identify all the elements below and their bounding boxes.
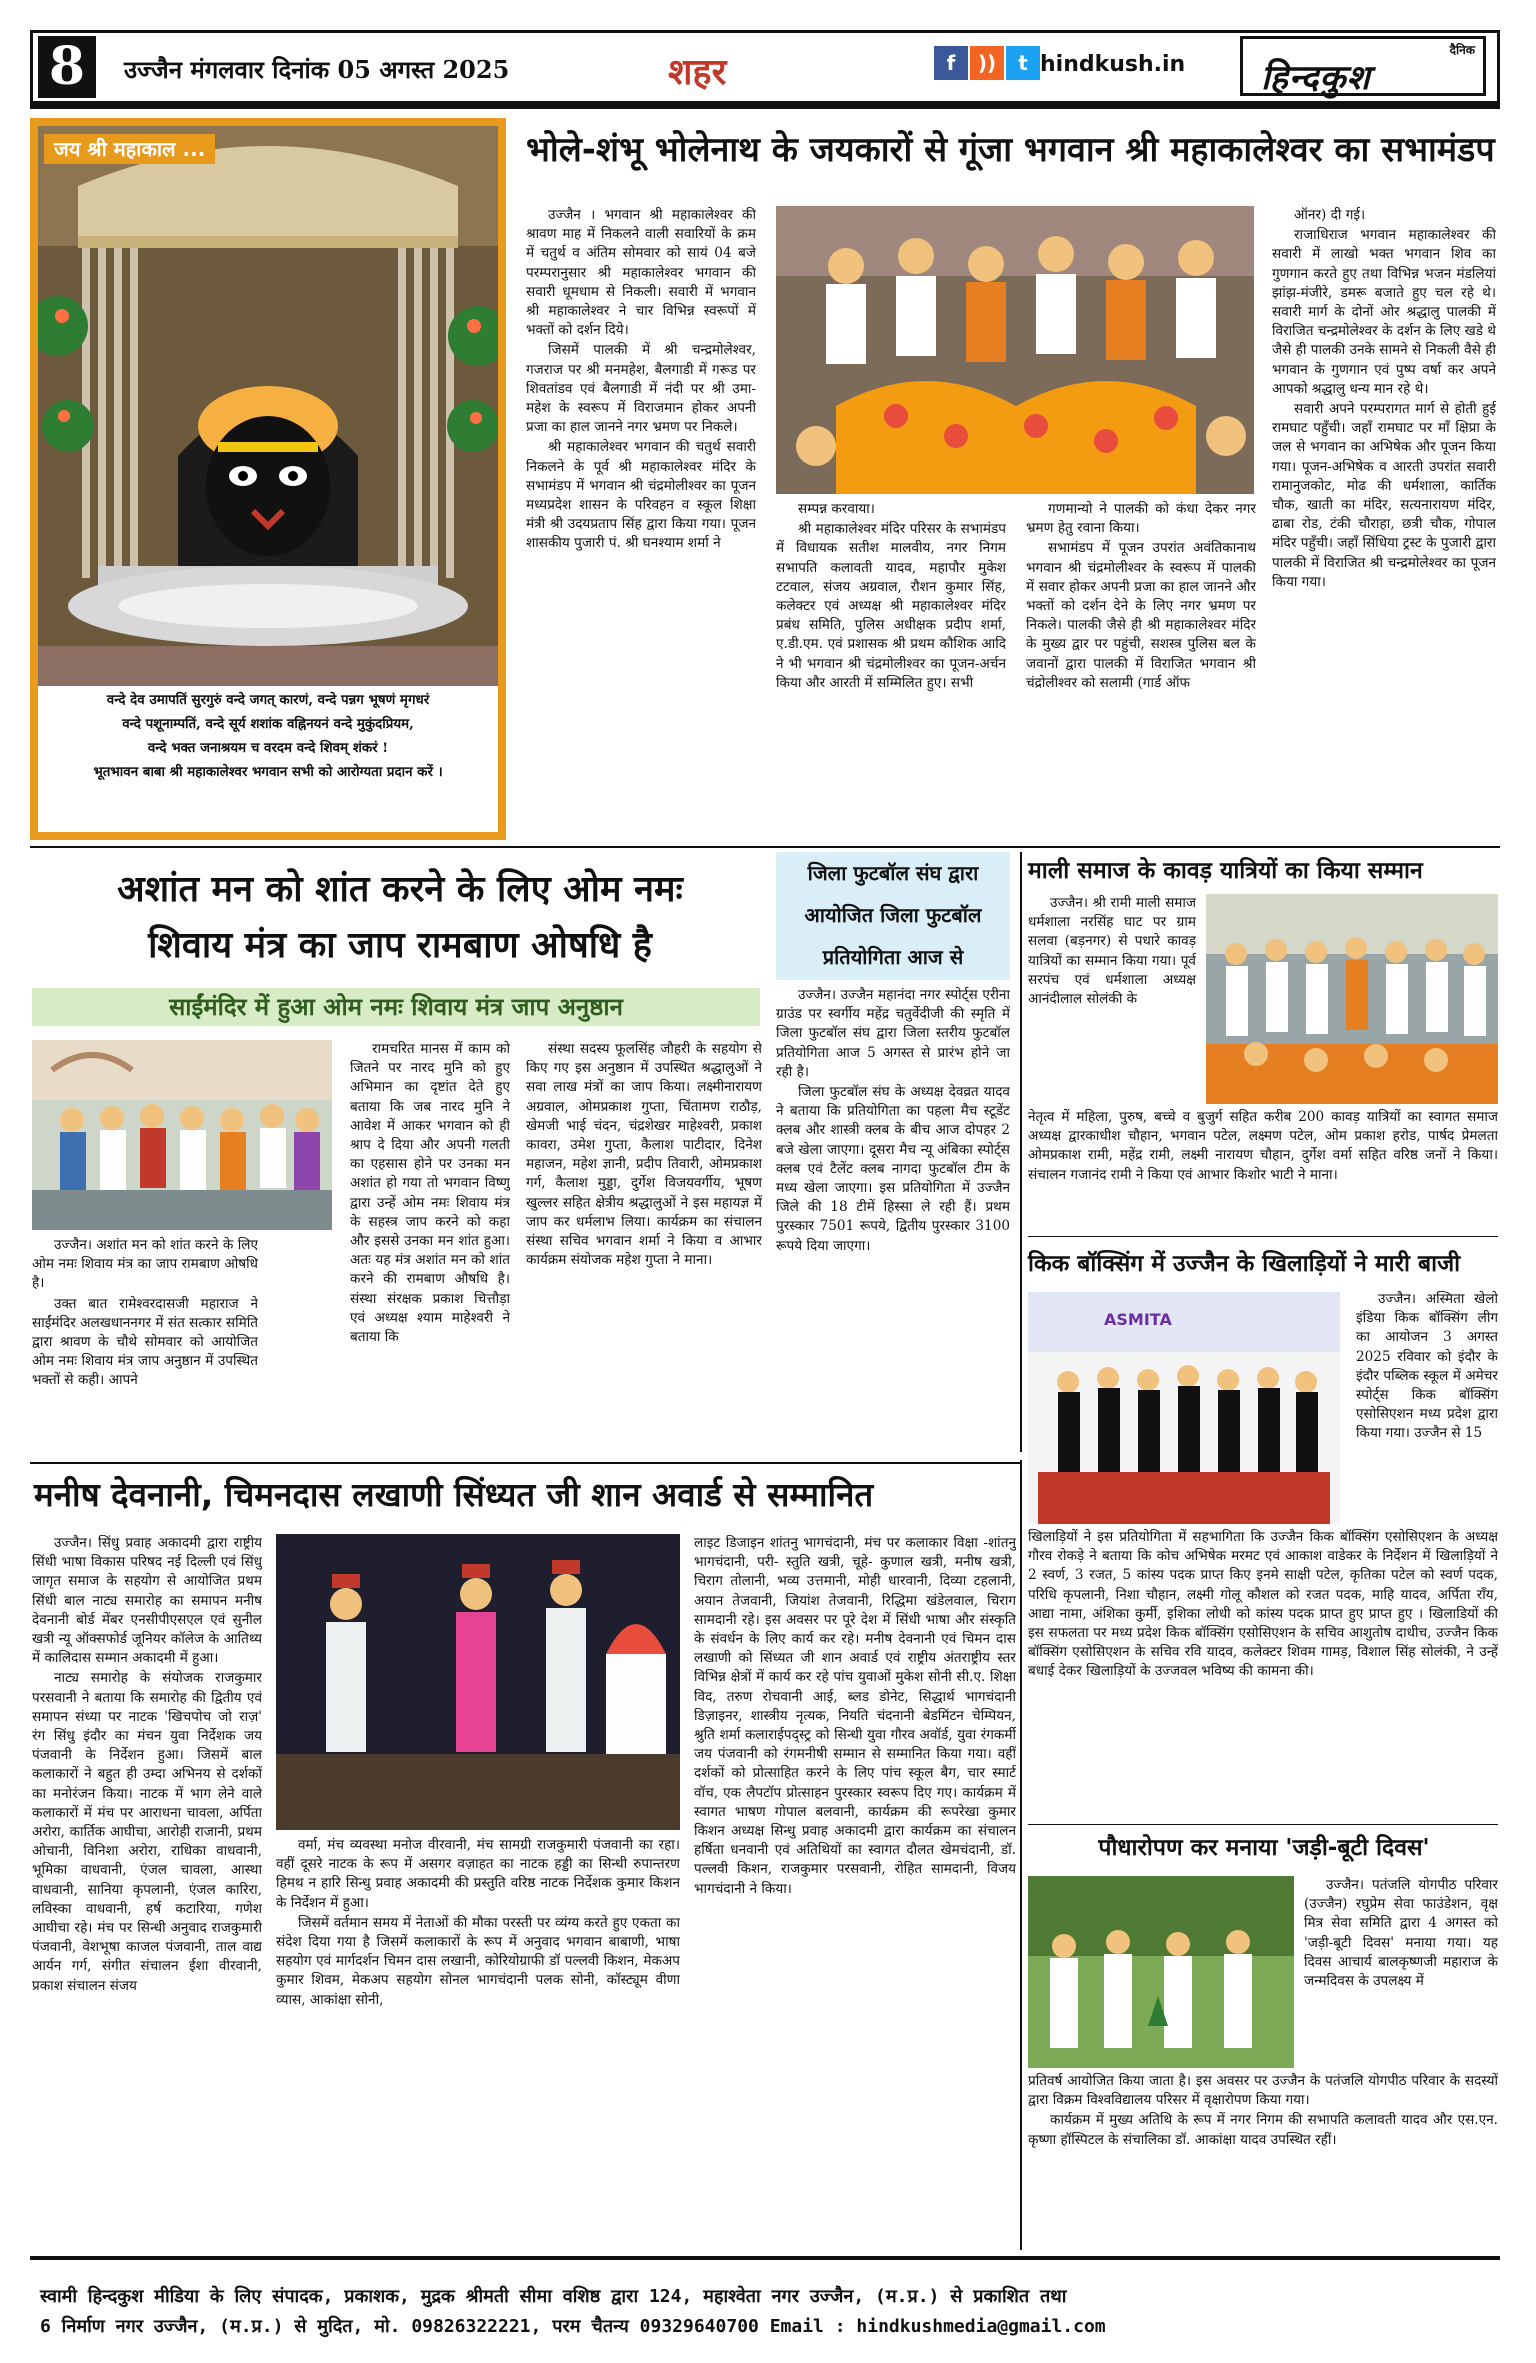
paragraph: लाइट डिजाइन शांतनु भागचंदानी, मंच पर कलाकार विक्षा -शांतनु भागचंदानी, परी- स्तुति खत्री, चूहे- कुणाल खत्री, मनीष खत्री, चिराग तोलानी, भव्य उत्तमानी, मोही धारवानी, दिव्या टहलानी, अयान तेजवानी, जियांश तेजवानी, रिद्धिमा खंडेलवाल, चिराग सामदानी रहे। इस अवसर पर पूरे देश में सिंधी भाषा और संस्कृति के संवर्धन के लिए कार्य कर रहे। मनीष देवनानी एवं चिमन दास लखाणी को सिंध्यत जी शान अवार्ड एवं राष्ट्रीय अंतराष्ट्रीय स्तर विभिन्न क्षेत्रों में कार्य कर रहे पांच युवाओं मुकेश सोनी सी.ए. शिक्षा विद, तरुण रोचवानी आई, ब्लड डोनेट, सिद्धार्थ भागचंदानी डिज़ाइनर, शास्त्रीय नृत्यक, नियति चंदनानी बेडमिंटन चेम्पियन, श्रुति शर्मा कलाराईपद्स्ट्र को सिन्धी युवा गौरव अवॉर्ड, युवा रंगकर्मी जय पंजवानी को रंगमनीषी सम्मान से सम्मानित किया गया। वहीं दर्शकों को प्रोत्साहित करने के लिए पांच स्कूल बैग, चार स्मार्ट वॉच, एक लैपटॉप प्रोत्साहन पुरस्कार स्वरूप दिए गए। कार्यक्रम में स्वागत भाषण गोपाल बलवानी, कार्यक्रम की रूपरेखा कुमार किशन अध्यक्ष सिन्धु प्रवाह अकादमी द्वारा कार्यक्रम का संचालन हर्षिता धनवानी एवं अतिथियों का स्वागत दौलत खेमचंदानी, डॉ. पल्लवी किशन, राजकुमार परसवानी, रोहित सामदानी, विजय भागचंदानी ने किया। (694, 1535, 1016, 1897)
column-divider (1020, 852, 1022, 1452)
mali-article-narrow (1028, 894, 1196, 1106)
paragraph: उज्जैन। श्री रामी माली समाज धर्मशाला नरसिंह घाट पर ग्राम सलवा (बड़नगर) से पधारे कावड़ यात्रियों का सम्मान किया गया। पूर्व सरपंच एवं धर्मशाला अध्यक्ष आनंदीलाल सोलंकी के (1028, 895, 1196, 1008)
mali-article-wide (1028, 1108, 1498, 1232)
paragraph: जिला फुटबॉल संघ के अध्यक्ष देवव्रत यादव ने बताया कि प्रतियोगिता का पहला मैच स्टूडेंट क्लब और शास्त्री क्लब के बीच आज दोपहर 2 बजे खेला जाएगा। दूसरा मैच न्यू अंबिका स्पोर्ट्स क्लब एवं टैलेंट क्लब नागदा फुटबॉल टीम के मध्य खेला जाएगा। इस प्रतियोगिता में उज्जैन जिले की 18 टीमें हिस्सा ले रही हैं। प्रथम पुरस्कार 7501 रूपये, द्वितीय पुरस्कार 3100 रूपये दिया जाएगा। (776, 1084, 1010, 1254)
column-divider (1020, 1460, 1022, 2250)
twitter-icon[interactable]: t (1006, 46, 1040, 80)
kick-article-narrow (1356, 1290, 1498, 1526)
sawari-photo (776, 206, 1254, 494)
main-headline: भोले-शंभू भोलेनाथ के जयकारों से गूंजा भगवान श्री महाकालेश्वर का सभामंडप (526, 130, 1495, 170)
mahakal-photo (38, 126, 498, 686)
dateline: उज्जैन मंगलवार दिनांक 05 अगस्त 2025 (124, 55, 510, 84)
section-divider (1028, 1824, 1498, 1825)
paragraph: नेतृत्व में महिला, पुरुष, बच्चे व बुजुर्ग सहित करीब 200 कावड़ यात्रियों का स्वागत समाज अध्यक्ष द्वारकाधीश चौहान, भगवान पटेल, लक्ष्मण पटेल, ओम प्रकाश हरोड, पार्षद प्रेमलता ओमप्रकाश रामी, महेंद्र रामी, लक्ष्मी नारायण चौहान, दुर्गेश वर्मा सहित वरिष्ठ जनों ने किया। संचालन गजानंद रामी ने किया एवं आभार किशोर भाटी ने माना। (1028, 1109, 1498, 1183)
paragraph: सभामंडप में पूजन उपरांत अवंतिकानाथ भगवान श्री चंद्रमोलीश्वर के स्वरूप में पालकी में सवार होकर अपनी प्रजा का हाल जानने और भक्तों को दर्शन देने के लिए नगर भ्रमण पर निकले। पालकी जैसे ही श्री महाकालेश्वर मंदिर के मुख्य द्वार पर पहुंची, सशस्त्र पुलिस बल के जवानों द्वारा पालकी में विराजित भगवान श्री चंद्रोलीश्वर को सलामी (गार्ड ऑफ (1026, 540, 1256, 691)
mali-headline: माली समाज के कावड़ यात्रियों का किया सम्मान (1028, 858, 1423, 884)
paragraph: खिलाड़ियों ने इस प्रतियोगिता में सहभागिता कि उज्जैन किक बॉक्सिंग एसोसिएशन के अध्यक्ष गौरव रोकड़े ने बताया कि कोच अभिषेक मरमट एवं आकाश वाडेकर के निर्देशन में खिलाड़ियों ने 2 स्वर्ण, 3 रजत, 5 कांस्य पदक प्राप्त किए इनमे साक्षी पटेल, कृतिका पटेल को स्वर्ण पदक, परिधि कृपलानी, निशा चौहान, लक्ष्मी गोलू कौशल को रजत पदक, माहि यादव, अर्पिता राँय, आद्या नामा, अंशिका कुर्मी, इशिका लोधी को कांस्य पदक प्राप्त हुए प्राप्त हुए । खिलाडियों की इस सफलता पर मध्य प्रदेश किक बॉक्सिंग एसोसिएशन के सचिव आशुतोष दाधीच, उज्जैन किक बॉक्सिंग एसोसिएशन के सचिव रवि यादव, कलेक्टर शिवम गामड़, विशाल सिंह सोलंकी, ने उन्हें बधाई देकर खिलाड़ियों के उज्जवल भविष्य की कामना की। (1028, 1529, 1498, 1680)
paragraph: उज्जैन। अस्मिता खेलो इंडिया किक बॉक्सिंग लीग का आयोजन 3 अगस्त 2025 रविवार को इंदौर के इंदौर पब्लिक स्कूल में अमेचर स्पोर्ट्स किक बॉक्सिंग एसोसिएशन मध्य प्रदेश द्वारा किया गया। उज्जैन से 15 (1356, 1291, 1498, 1442)
paragraph: संस्था सदस्य फूलसिंह जौहरी के सहयोग से किए गए इस अनुष्ठान में उपस्थित श्रद्धालुओं ने सवा लाख मंत्रों का जाप किया। लक्ष्मीनारायण अग्रवाल, ओमप्रकाश गुप्ता, चिंतामण राठौड़, खेमजी भाई चंदन, चंद्रशेखर माहेश्वरी, प्रकाश कावरा, उमेश गुप्ता, कैलाश पाटीदार, दिनेश महाजन, महेश ज्ञानी, प्रदीप तिवारी, ओमप्रकाश गर्ग, कैलाश मुड्डा, दुर्गेश विजयवर्गीय, भूषण खुल्लर सहित क्षेत्रीय श्रद्धालुओं ने इस महायज्ञ में जाप कर धर्मलाभ लिया। कार्यक्रम का संचालन संस्था सचिव भगवान शर्मा ने किया व आभार कार्यक्रम संयोजक महेश गुप्ता ने माना। (526, 1041, 762, 1269)
main-article-col3 (1026, 500, 1256, 832)
footer-line: 6 निर्माण नगर उज्जैन, (म.प्र.) से मुदित, मो. 09826322221, परम चैतन्य 09329640700 Email : hindkushmedia@gmail.com (40, 2316, 1106, 2337)
sindhi-article-col2 (276, 1836, 680, 2242)
paragraph: श्री महाकालेश्वर भगवान की चतुर्थ सवारी निकलने के पूर्व श्री महाकालेश्वर मंदिर के सभामंडप में भगवान श्री चंद्रमोलीश्वर का पूजन मध्यप्रदेश शासन के परिवहन व स्कूल शिक्षा मंत्री श्री उदयप्रताप सिंह द्वारा किया गया। पूजन शासकीय पुजारी पं. श्री घनश्याम शर्मा ने (526, 439, 756, 552)
section-divider (1028, 1236, 1498, 1237)
main-article-col4 (1272, 206, 1496, 832)
brand-name: हिन्दकुश (1261, 58, 1371, 98)
plant-article-narrow (1304, 1876, 1498, 2068)
plant-headline: पौधारोपण कर मनाया 'जड़ी-बूटी दिवस' (1098, 1835, 1430, 1861)
mali-photo (1206, 894, 1498, 1104)
paragraph: नाट्य समारोह के संयोजक राजकुमार परसवानी ने बताया कि समारोह की द्वितीय एवं समापन संध्या पर नाटक 'खिचपोच जो राज़' रंग सिंधु इंदौर का मंचन युवा निर्देशक जय पंजवानी के निर्देशन हुआ। जिसमें बाल कलाकारों ने बहुत ही उम्दा अभिनय से दर्शकों का मनोरंजन किया। नाटक में भाग लेने वाले कलाकारों में मंच पर आराधना चावला, अर्पिता अरोरा, कार्तिक आघीचा, आरोही राजानी, प्रथम ओचानी, विनिशा अरोरा, राधिका वाधवानी, भूमिका वाधवानी, एंजल चावला, आस्था वाधवानी, सानिया कृपलानी, एंजल कारिरा, लविस्का वाधवानी, हर्ष कटारिया, गणेश आघीचा रहे। मंच पर सिन्धी अनुवाद राजकुमारी पंजवानी, वेशभूषा काजल पंजवानी, ताल वाद्य आर्यन गर्ग, संगीत संचालन ईशा वीरवानी, प्रकाश संचालन संजय (32, 1670, 262, 1994)
paragraph: सम्पन्न करवाया। (798, 501, 875, 517)
om-headline-2: शिवाय मंत्र का जाप रामबाण ओषधि है (148, 925, 652, 966)
om-headline-1: अशांत मन को शांत करने के लिए ओम नमः (117, 869, 683, 910)
mahakal-badge: जय श्री महाकाल ... (44, 134, 215, 164)
section-divider (30, 846, 1500, 848)
footer-rule (30, 2256, 1500, 2260)
plant-photo (1028, 1876, 1294, 2068)
section-divider (30, 1462, 1020, 1464)
plant-article-wide (1028, 2072, 1498, 2242)
om-photo (32, 1040, 332, 1230)
rss-icon[interactable]: )) (970, 46, 1004, 80)
football-article (776, 986, 1010, 1452)
paragraph: उज्जैन । भगवान श्री महाकालेश्वर की श्रावण माह में निकलने वाली सवारियों के क्रम में चतुर्थ व अंतिम सोमवार को सायं 04 बजे परम्परानुसार श्री महाकालेश्वर भगवान की सवारी धूमधाम से निकली। सवारी में भगवान श्री महाकालेश्वर ने चार विभिन्न स्वरूपों में भक्तों को दर्शन दिये। (526, 207, 756, 339)
footer-line: स्वामी हिन्दकुश मीडिया के लिए संपादक, प्रकाशक, मुद्रक श्रीमती सीमा वशिष्ठ द्वारा 124, महाश्वेता नगर उज्जैन, (म.प्र.) से प्रकाशित तथा (40, 2286, 1067, 2307)
section-title: शहर (668, 52, 727, 93)
paragraph: उज्जैन। सिंधु प्रवाह अकादमी द्वारा राष्ट्रीय सिंधी भाषा विकास परिषद नई दिल्ली एवं सिंधु जागृत समाज के सहयोग से आयोजित प्रथम सिंधी बाल नाट्य समारोह का समापन मनीष देवनानी बोर्ड मेंबर एनसीपीएसएल एवं सुनील खत्री न्यू ऑक्सफोर्ड जूनियर कॉलेज के आतिथ्य में कालिदास सम्मान अकादमी में हुआ। (32, 1535, 262, 1667)
paragraph: गणमान्यो ने पालकी को कंधा देकर नगर भ्रमण हेतु रवाना किया। (1026, 501, 1256, 537)
caption-line: वन्दे देव उमापतिं सुरगुरुं वन्दे जगत् कारणं, वन्दे पन्नग भूषणं मृगधरं (106, 692, 430, 708)
website-link[interactable]: hindkush.in (1040, 52, 1186, 77)
facebook-icon[interactable]: f (934, 46, 968, 80)
football-headline-2: आयोजित जिला फुटबॉल (804, 903, 982, 927)
paragraph: उज्जैन। पतंजलि योगपीठ परिवार (उज्जैन) रघुप्रेम सेवा फाउंडेशन, वृक्ष मित्र सेवा समिति द्वारा 4 अगस्त को 'जड़ी-बूटी दिवस' मनाया गया। यह दिवस आचार्य बालकृष्णजी महाराज के जन्मदिवस के उपलक्ष्य में (1304, 1877, 1498, 1990)
om-subhead: साईंमंदिर में हुआ ओम नमः शिवाय मंत्र जाप अनुष्ठान (32, 988, 760, 1026)
page-number: 8 (38, 36, 96, 98)
kick-article-wide (1028, 1528, 1498, 1820)
kick-photo-banner: ASMITA (1104, 1310, 1172, 1329)
paragraph: जिसमें पालकी में श्री चन्द्रमोलेश्वर, गजराज पर श्री मनमहेश, बैलगाडी में गरूड पर शिवतांडव एवं बैलगाडी में नंदी पर श्री उमा-महेश के स्वरूप में विराजमान होकर अपनी प्रजा का हाल जानने नगर भ्रमण पर निकले। (526, 342, 756, 436)
brand-logo (1240, 36, 1486, 96)
caption-line: वन्दे भक्त जनाश्रयम च वरदम वन्दे शिवम् शंकरं ! (147, 740, 389, 756)
paragraph: रामचरित मानस में काम को जितने पर नारद मुनि को हुए अभिमान का दृष्टांत देते हुए बताया कि जब नारद मुनि ने आवेश में आकर भगवान को ही श्राप दे दिया और अपनी गलती का एहसास होने पर उनका मन अशांत हो गया तो भगवान विष्णु द्वारा उन्हें ओम नमः शिवाय मंत्र के सहस्त्र जाप करने को कहा और इससे उनका मन शांत हुआ। अतः यह मंत्र अशांत मन को शांत करने की रामबाण औषधि है। संस्था संरक्षक प्रकाश चित्तौड़ा एवं अध्यक्ष श्याम माहेश्वरी ने बताया कि (350, 1041, 510, 1346)
main-article-col2 (776, 500, 1006, 832)
brand-small: दैनिक (1449, 43, 1475, 57)
football-headline-1: जिला फुटबॉल संघ द्वारा (807, 861, 979, 885)
om-article-col3 (526, 1040, 762, 1450)
sindhi-article-col3 (694, 1534, 1016, 2242)
caption-line: भूतभावन बाबा श्री महाकालेश्वर भगवान सभी को आरोग्यता प्रदान करें । (93, 764, 443, 780)
paragraph: राजाधिराज भगवान महाकालेश्वर की सवारी में लाखो भक्त भगवान शिव का गुणगान करते हुए तथा विभिन्न भजन मंडलियां झांझ-मंजीरे, डमरू बजाते हुए चल रहे थे। सवारी मार्ग के दोनों ओर श्रद्धालु पालकी में विराजित चन्द्रमोलेश्वर के दर्शन के लिए खडे थे जैसे ही पालकी उनके सामने से निकली वैसे ही भगवान के गुणगान एवं पुष्प वर्षा कर अपने आपको श्रद्धालु धन्य मान रहे थे। (1272, 227, 1496, 397)
paragraph: श्री महाकालेश्वर मंदिर परिसर के सभामंडप में विधायक सतीश मालवीय, नगर निगम सभापति कलावती यादव, महापौर मुकेश टटवाल, संजय अग्रवाल, रौशन कुमार सिंह, कलेक्टर एवं अध्यक्ष श्री महाकालेश्वर मंदिर प्रबंध समिति, पुलिस अधीक्षक प्रदीप शर्मा, ए.डी.एम. एवं प्रशासक श्री प्रथम कौशिक आदि ने भी भगवान श्री चंद्रमोलीश्वर का पूजन-अर्चन किया और आरती में सम्मिलित हुए। सभी (776, 521, 1006, 691)
paragraph: उज्जैन। अशांत मन को शांत करने के लिए ओम नमः शिवाय मंत्र का जाप रामबाण ओषधि है। (32, 1237, 258, 1292)
paragraph: उक्त बात रामेश्वरदासजी महाराज ने साईंमंदिर अलखधाननगर में संत सत्कार समिति द्वारा श्रावण के चौथे सोमवार को आयोजित ओम नमः शिवाय मंत्र जाप अनुष्ठान में उपस्थित भक्तों से कही। आपने (32, 1295, 258, 1389)
sindhi-article-col1 (32, 1534, 262, 2242)
mahakal-caption (38, 688, 498, 832)
sindhi-headline: मनीष देवनानी, चिमनदास लखाणी सिंध्यत जी शान अवार्ड से सम्मानित (34, 1475, 874, 1514)
masthead-rule (30, 104, 1500, 109)
paragraph: प्रतिवर्ष आयोजित किया जाता है। इस अवसर पर उज्जैन के पतंजलि योगपीठ परिवार के सदस्यों द्वारा विक्रम विश्वविद्यालय परिसर में वृक्षारोपण किया गया। (1028, 2073, 1498, 2109)
footer-imprint (40, 2282, 1500, 2342)
paragraph: उज्जैन। उज्जैन महानंदा नगर स्पोर्ट्स एरीना ग्राउंड पर स्वर्गीय महेंद्र चतुर्वेदीजी की स्मृति में जिला फुटबॉल संघ द्वारा जिला स्तरीय फुटबॉल प्रतियोगिता आज 5 अगस्त से प्रारंभ होने जा रही है। (776, 987, 1010, 1080)
paragraph: सवारी अपने परम्परागत मार्ग से होती हुई रामघाट पहुँची। जहाँ रामघाट पर माँ क्षिप्रा के जल से भगवान का अभिषेक और पूजन किया गया। पूजन-अभिषेक व आरती उपरांत सवारी रामानुजकोट, मोढ की धर्मशाला, कार्तिक चौक, खाती का मंदिर, सत्यनारायण मंदिर, ढाबा रोड, टंकी चौराहा, छत्री चौक, गोपाल मंदिर पहुँची। जहाँ सिंधिया ट्रस्ट के पुजारी द्वारा पालकी में विराजित श्री चन्द्रमोलेश्वर का पूजन किया गया। (1272, 401, 1496, 590)
paragraph: कार्यक्रम में मुख्य अतिथि के रूप में नगर निगम की सभापति कलावती यादव और एस.एन. कृष्णा हॉस्पिटल के संचालिका डॉ. आकांक्षा यादव उपस्थित रहीं। (1028, 2112, 1498, 2148)
om-article-col2 (350, 1040, 510, 1450)
paragraph: वर्मा, मंच व्यवस्था मनोज वीरवानी, मंच सामग्री राजकुमारी पंजवानी का रहा। वहीं दूसरे नाटक के रूप में असगर वज़ाहत का नाटक हड्डी का सिन्धी रुपान्तरण हिमथ न हारि सिन्धु प्रवाह अकादमी की प्रस्तुति वरिष्ठ नाटक निर्देशक कुमार किशन के निर्देशन में हुआ। (276, 1837, 680, 1911)
main-article-col1 (526, 206, 756, 832)
football-headline-3: प्रतियोगिता आज से (822, 945, 964, 969)
caption-line: वन्दे पशूनाम्पतिं, वन्दे सूर्य शशांक वह्निनयनं वन्दे मुकुंदप्रियम, (122, 716, 414, 732)
kick-headline: किक बॉक्सिंग में उज्जैन के खिलाड़ियों ने मारी बाजी (1028, 1251, 1461, 1277)
sindhi-photo (276, 1534, 680, 1830)
paragraph: जिसमें वर्तमान समय में नेताओं की मौका परस्ती पर व्यंग्य करते हुए एकता का संदेश दिया गया है जिसमें कलाकारों के रूप में अनुवाद भगवान बाबाणी, भाषा सहयोग एवं मार्गदर्शन चिमन दास लखानी, कोरियोग्राफी डॉ पल्लवी किशन, मेकअप कुमार शिवम, मेकअप सहयोग सोनल भागचंदानी पलक सोनी, कॉस्ट्यूम वीणा व्यास, आकांक्षा सोनी, (276, 1914, 680, 2008)
om-article-col1 (32, 1236, 258, 1450)
kick-photo (1028, 1292, 1340, 1524)
mahakal-box (30, 118, 506, 840)
paragraph: ऑनर) दी गई। (1294, 207, 1366, 223)
football-headline-box (776, 852, 1010, 980)
